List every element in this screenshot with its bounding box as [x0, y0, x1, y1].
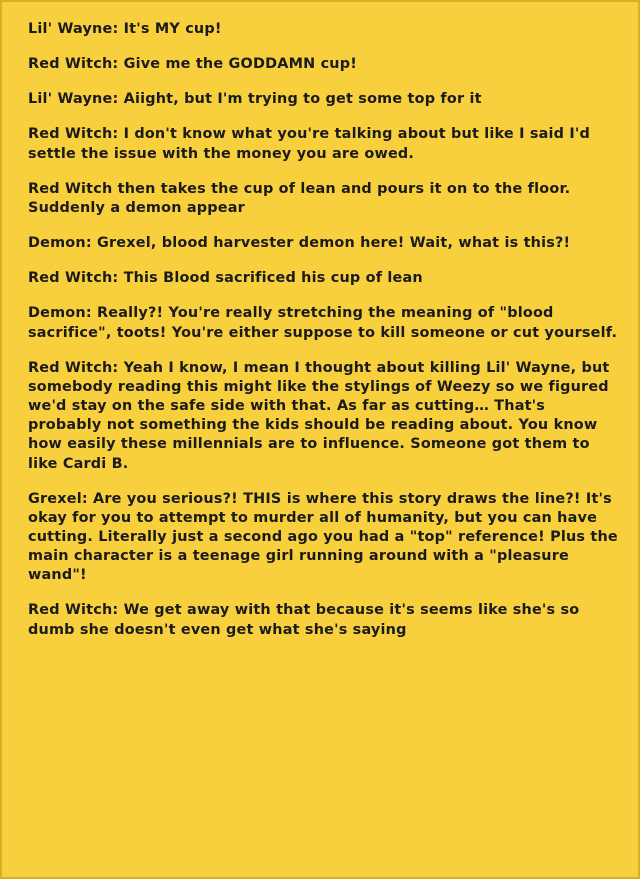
- script-line: Red Witch: Yeah I know, I mean I thought about killing Lil' Wayne, but somebody reading this might like the stylings of Weezy so we figured we'd stay on the safe side with that. As far as cutting… That's probably not something the kids should be reading about. You know how easily these millennials are to influence. Someone got them to like Cardi B.: [28, 359, 615, 472]
- script-line: Lil' Wayne: It's MY cup!: [28, 21, 222, 37]
- script-body: [2, 2, 640, 650]
- script-line: Red Witch: We get away with that because it's seems like she's so dumb she doesn't even get what she's saying: [28, 602, 585, 638]
- script-line: Red Witch then takes the cup of lean and pours it on to the floor. Suddenly a demon appear: [28, 180, 576, 216]
- script-line: Red Witch: This Blood sacrificed his cup of lean: [28, 270, 423, 287]
- script-line: Demon: Really?! You're really stretching the meaning of "blood sacrifice", toots! You're either suppose to kill someone or cut yourself.: [28, 305, 618, 341]
- script-line: Lil' Wayne: Aiight, but I'm trying to get some top for it: [28, 91, 482, 108]
- script-line: Red Witch: I don't know what you're talking about but like I said I'd settle the issue with the money you are owed.: [28, 126, 596, 162]
- script-line: Grexel: Are you serious?! THIS is where this story draws the line?! It's okay for you to attempt to murder all of humanity, but you can have cutting. Literally just a second ago you had a "top" reference! Plus the main character is a teenage girl running around with a "pleasure wand"!: [28, 490, 624, 584]
- script-line: Demon: Grexel, blood harvester demon here! Wait, what is this?!: [28, 235, 571, 252]
- script-line: Red Witch: Give me the GODDAMN cup!: [28, 56, 358, 73]
